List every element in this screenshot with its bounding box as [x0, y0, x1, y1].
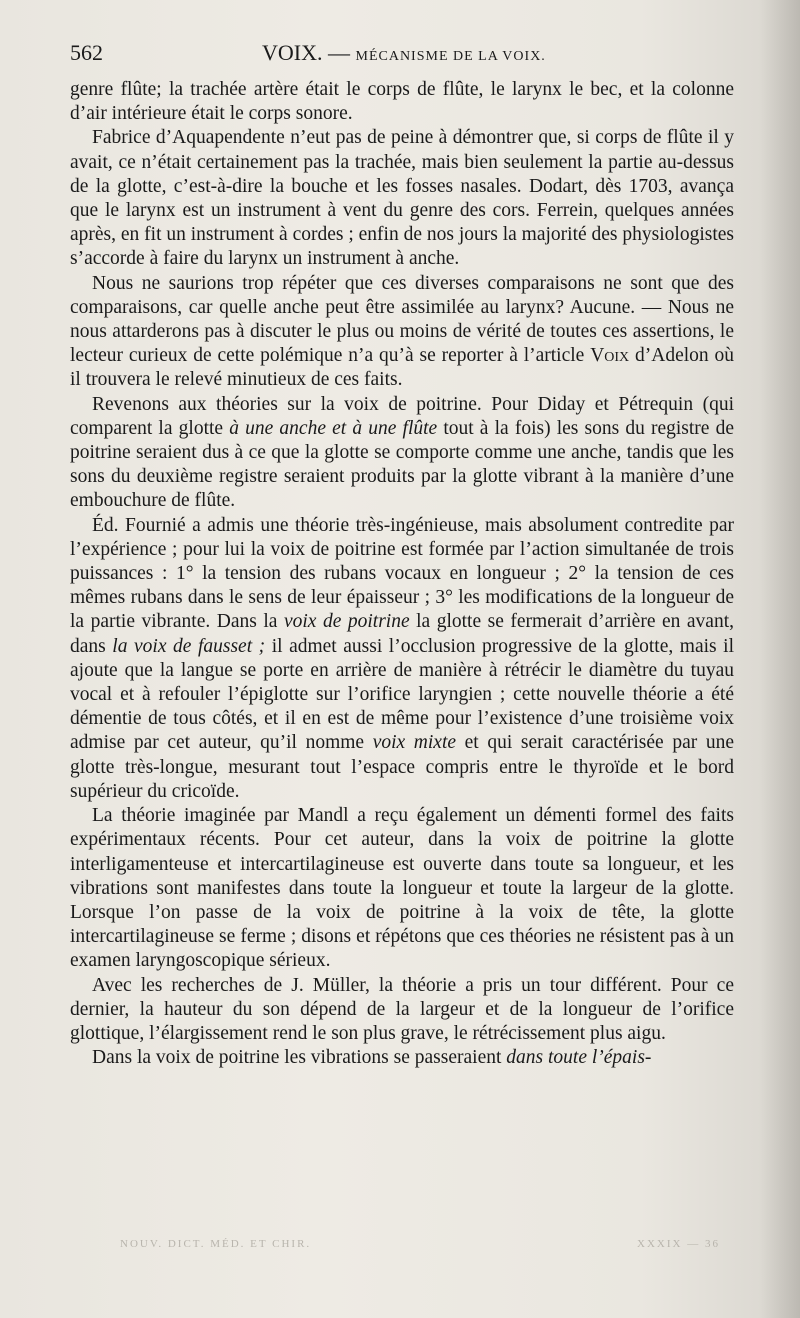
- running-head: [262, 40, 546, 66]
- text-run: tout à la fois) les sons du registre de poitrine seraient dus à ce que la glotte se comporte comme une anche, tandis que les sons du deuxième registre seraient produits par la glotte vibrant à la manière d’une embouchure de flûte.: [70, 417, 734, 512]
- text-run: Dans la voix de poitrine les vibrations se passeraient: [92, 1047, 507, 1069]
- page-header: [70, 40, 734, 70]
- page-gutter-shadow: [760, 0, 800, 1318]
- paragraph: [70, 804, 734, 973]
- text-run: la glotte se fermerait d’arrière en avant, dans: [70, 611, 735, 657]
- text-run: Avec les recherches de J. Müller, la théorie a pris un tour différent. Pour ce dernier, la hauteur du son dépend de la largeur et de la longueur de l’orifice glottique, l’élargissement rend le son plus grave, le rétrécissement plus aigu.: [70, 974, 734, 1044]
- text-run: et qui serait caractérisée par une glotte très-longue, mesurant tout l’espace compris entre le thyroïde et le bord supérieur du cricoïde.: [70, 732, 734, 802]
- footer-right: XXXIX — 36: [637, 1238, 720, 1250]
- small-caps-text: Voix: [590, 345, 630, 367]
- text-run: Éd. Fournié a admis une théorie très-ingénieuse, mais absolument contredite par l’expérience ; pour lui la voix de poitrine est formée par l’action simultanée de trois puissances : 1° la tension des rubans vocaux en longueur ; 2° la tension de ces mêmes rubans dans le sens de leur épaisseur ; 3° les modifications de la longueur de la partie vibrante. Dans la: [70, 514, 734, 633]
- paragraph: [70, 126, 734, 271]
- text-run: il admet aussi l’occlusion progressive de la glotte, mais il ajoute que la langue se porte en arrière de manière à rétrécir le diamètre du tuyau vocal et à refouler l’épiglotte sur l’orifice laryngien ; cette nouvelle théorie a été démentie de tous côtés, et il en est de même pour l’existence d’une troisième voix admise par cet auteur, qu’il nomme: [70, 635, 735, 754]
- text-run: d’Adelon où il trouvera le relevé minutieux de ces faits.: [70, 345, 735, 391]
- body-text: [70, 78, 734, 1070]
- text-run: Nous ne saurions trop répéter que ces diverses comparaisons ne sont que des comparaisons, car quelle anche peut être assimilée au larynx? Aucune. — Nous ne nous attarderons pas à discuter le plus ou moins de vérité de toutes ces assertions, le lecteur curieux de cette polémique n’a qu’à se reporter à l’article: [70, 272, 734, 367]
- running-head-title: VOIX.: [262, 40, 323, 65]
- italic-text: la voix de fausset ;: [112, 635, 266, 657]
- footer-left: NOUV. DICT. MÉD. ET CHIR.: [120, 1238, 312, 1250]
- text-run: Revenons aux théories sur la voix de poitrine. Pour Diday et Pétrequin (qui comparent la glotte: [70, 393, 734, 439]
- running-head-subtitle: MÉCANISME DE LA VOIX.: [355, 49, 546, 64]
- italic-text: voix de poitrine: [283, 611, 410, 633]
- paragraph: [70, 514, 734, 804]
- italic-text: voix mixte: [372, 732, 457, 754]
- text-run: La théorie imaginée par Mandl a reçu également un démenti formel des faits expérimentaux récents. Pour cet auteur, dans la voix de poitrine la glotte interligamenteuse et intercartilagineuse est ouverte dans toute sa longueur, et les vibrations sont manifestes dans toute la longueur et toute la largeur de la glotte. Lorsque l’on passe de la voix de poitrine à la voix de tête, la glotte intercartilagineuse se ferme ; disons et répétons que ces théories ne résistent pas à un examen laryngoscopique sérieux.: [70, 805, 734, 972]
- paragraph: [70, 974, 734, 1047]
- paragraph: [70, 272, 734, 393]
- running-head-dash: —: [328, 40, 350, 65]
- paragraph: [70, 393, 734, 514]
- paragraph: [70, 78, 734, 126]
- italic-text: dans toute l’épais-: [506, 1047, 652, 1069]
- text-run: Fabrice d’Aquapendente n’eut pas de peine à démontrer que, si corps de flûte il y avait, ce n’était certainement pas la trachée, mais bien seulement la partie au-dessus de la glotte, c’est-à-dire la bouche et les fosses nasales. Dodart, dès 1703, avança que le larynx est un instrument à vent du genre des cors. Ferrein, quelques années après, en fit un instrument à cordes ; enfin de nos jours la majorité des physiologistes s’accorde à faire du larynx un instrument à anche.: [70, 127, 734, 270]
- page-number: 562: [70, 40, 103, 65]
- italic-text: à une anche et à une flûte: [229, 417, 438, 439]
- paragraph: [70, 1046, 734, 1070]
- text-run: genre flûte; la trachée artère était le corps de flûte, le larynx le bec, et la colonne d’air intérieure était le corps sonore.: [70, 79, 734, 125]
